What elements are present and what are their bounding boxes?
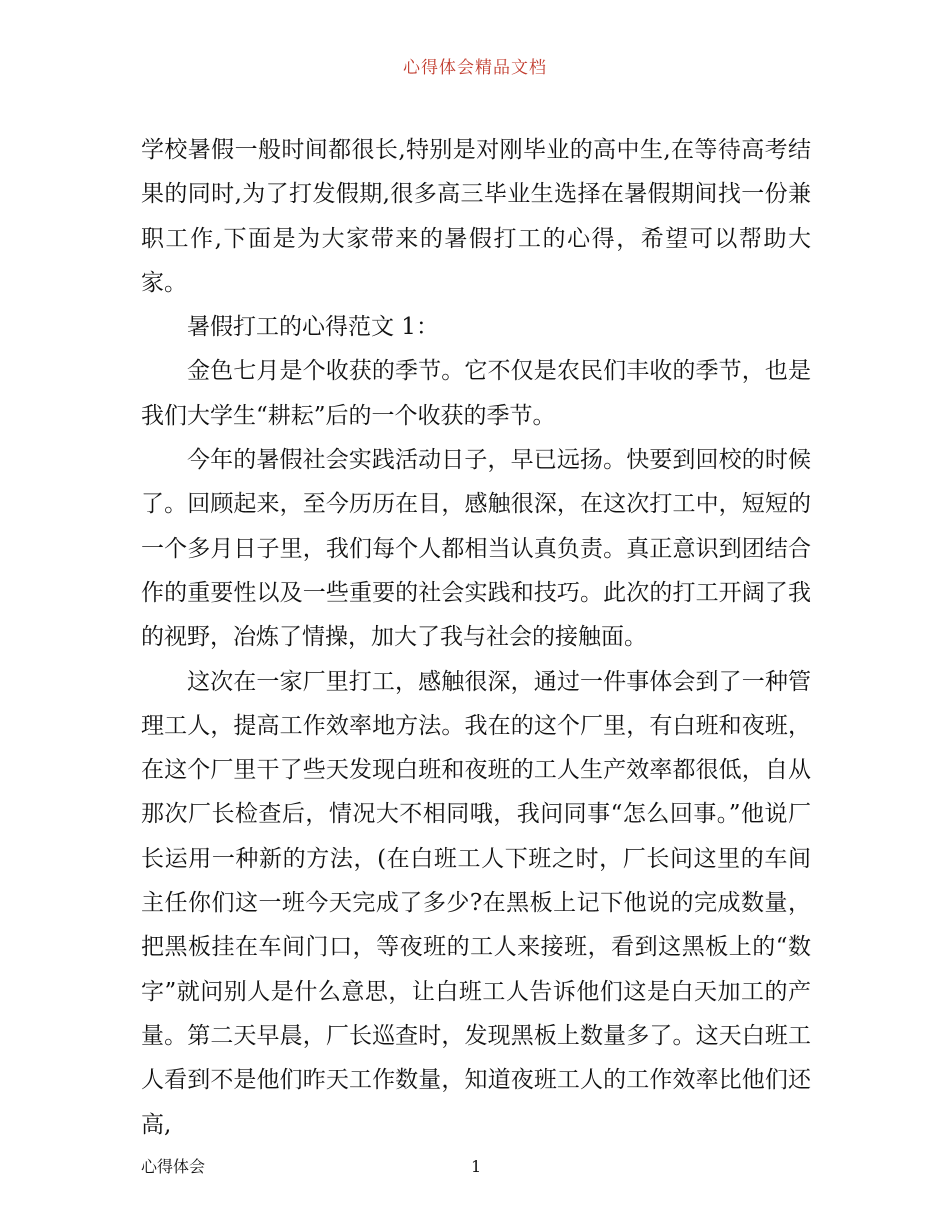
footer-label: 心得体会: [141, 1157, 206, 1176]
page-header-title: 心得体会精品文档: [403, 58, 547, 78]
paragraph-1: 金色七月是个收获的季节。它不仅是农民们丰收的季节，也是我们大学生“耕耘”后的一个收获的季节。: [141, 358, 811, 429]
footer-page-number: 1: [471, 1157, 482, 1176]
paragraph-2: 今年的暑假社会实践活动日子，早已远扬。快要到回校的时候了。回顾起来，至今历历在目，感触很深，在这次打工中，短短的一个多月日子里，我们每个人都相当认真负责。真正意识到团结合作的重要性以及一些重要的社会实践和技巧。此次的打工开阔了我的视野，冶炼了情操，加大了我与社会的接触面。: [141, 447, 811, 651]
paragraph-3: 这次在一家厂里打工，感触很深，通过一件事体会到了一种管理工人，提高工作效率地方法。我在的这个厂里，有白班和夜班，在这个厂里干了些天发现白班和夜班的工人生产效率都很低，自从那次厂长检查后，情况大不相同哦，我问同事“怎么回事。”他说厂长运用一种新的方法，(在白班工人下班之时，厂长问这里的车间主任你们这一班今天完成了多少?在黑板上记下他说的完成数量，把黑板挂在车间门口，等夜班的工人来接班，看到这黑板上的“数字”就问别人是什么意思，让白班工人告诉他们这是白天加工的产量。第二天早晨，厂长巡查时，发现黑板上数量多了。这天白班工人看到不是他们昨天工作数量，知道夜班工人的工作效率比他们还高,: [141, 668, 811, 1138]
page-footer: [141, 1155, 811, 1179]
paragraph-intro: 学校暑假一般时间都很长,特别是对刚毕业的高中生,在等待高考结果的同时,为了打发假期,很多高三毕业生选择在暑假期间找一份兼职工作,下面是为大家带来的暑假打工的心得，希望可以帮助大家。: [141, 137, 811, 296]
document-body: [141, 128, 811, 1147]
paragraph-section-heading: 暑假打工的心得范文 1：: [187, 314, 439, 341]
